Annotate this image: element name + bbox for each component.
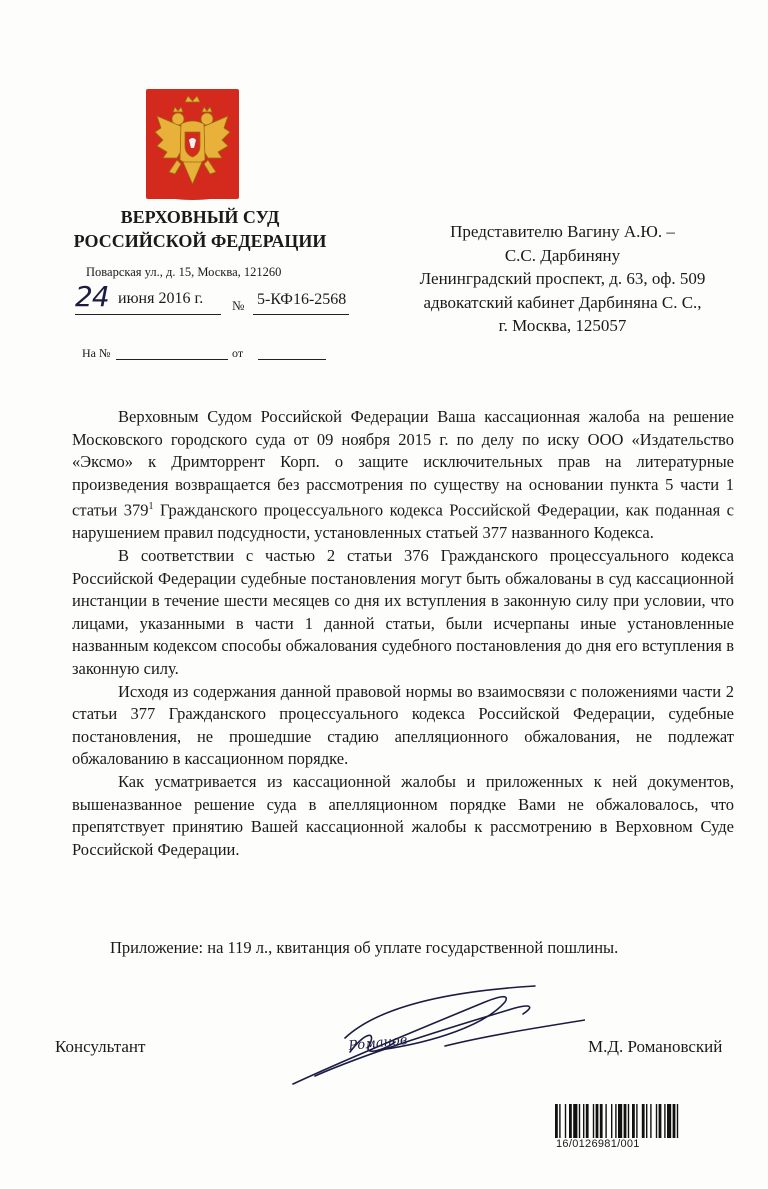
date-and-number [75, 280, 375, 316]
barcode-bar [555, 1104, 558, 1138]
barcode-bar [565, 1104, 566, 1138]
barcode-bar [593, 1104, 594, 1138]
barcode-bar [600, 1104, 603, 1138]
date-underline [75, 314, 221, 315]
paragraph-3: Исходя из содержания данной правовой нормы во взаимосвязи с положениями части 2 статьи 377 Гражданского процессуального кодекса Российской Федерации, судебные постановления, не прошедшие стадию апелляционного обжалования, не подлежат обжалованию в кассационном порядке. [72, 681, 734, 769]
article-superscript: 1 [148, 501, 154, 513]
barcode-bar [559, 1104, 560, 1138]
paragraph-1-text: Верховным Судом Российской Федерации Ваша кассационная жалоба на решение Московского городского суда от 09 ноября 2015 г. по делу по иску ООО «Издательство «Эксмо» к Дримторрент Корп. о защите исключительных прав на литературные произведения возвращается без рассмотрения по существу на основании пункта 5 части 1 статьи 379 [72, 407, 734, 520]
barcode-bar [642, 1104, 645, 1138]
barcode-bar [632, 1104, 635, 1138]
barcode-bar [611, 1104, 612, 1138]
date-month-year: июня 2016 г. [118, 290, 204, 307]
barcode-bar [569, 1104, 572, 1138]
barcode-bar [646, 1104, 647, 1138]
reference-line [82, 346, 342, 366]
date-day-handwritten: 24 [75, 280, 109, 313]
barcode-bar [677, 1104, 678, 1138]
ref-from-blank [258, 359, 326, 360]
barcode-bar [605, 1104, 606, 1138]
barcode-bar [659, 1104, 662, 1138]
court-name-line2: РОССИЙСКОЙ ФЕДЕРАЦИИ [73, 231, 327, 251]
ref-from-label: от [232, 346, 244, 360]
addressee-line: Ленинградский проспект, д. 63, оф. 509 [419, 269, 706, 288]
addressee-line: адвокатский кабинет Дарбиняна С. С., [423, 292, 702, 312]
signature-script: Романов [347, 1032, 409, 1054]
barcode-bar [667, 1104, 671, 1138]
number-underline [253, 314, 349, 315]
barcode-bar [624, 1104, 627, 1138]
barcode-bar [618, 1104, 622, 1138]
barcode-bar [586, 1104, 589, 1138]
paragraph-1-text-cont: Гражданского процессуального кодекса Российской Федерации, как поданная с нарушением правил подсудности, установленных статьей 377 названного Кодекса. [72, 500, 735, 543]
barcode-bar [650, 1104, 651, 1138]
barcode-bar [596, 1104, 599, 1138]
addressee-line: г. Москва, 125057 [498, 316, 627, 335]
barcode-bar [579, 1104, 580, 1138]
barcode-bar [656, 1104, 657, 1138]
paragraph-4: Как усматривается из кассационной жалобы и приложенных к ней документов, вышеназванное решение суда в апелляционном порядке Вами не обжаловалось, что препятствует принятию Вашей кассационной жалобы к рассмотрению в Верховном Суде Российской Федерации. [72, 772, 734, 859]
court-name [60, 205, 340, 253]
barcode-bar [636, 1104, 637, 1138]
barcode [555, 1104, 750, 1138]
signer-position: Консультант [55, 1037, 146, 1056]
barcode-bar [673, 1104, 676, 1138]
court-address: Поварская ул., д. 15, Москва, 121260 [86, 265, 282, 279]
ref-on-blank [116, 359, 228, 360]
barcode-bar [573, 1104, 577, 1138]
letter-body [72, 406, 734, 861]
barcode-number: 16/0126981/001 [556, 1138, 640, 1150]
handwritten-signature [285, 980, 585, 1090]
addressee-line: Представителю Вагину А.Ю. – [450, 222, 675, 241]
court-name-line1: ВЕРХОВНЫЙ СУД [120, 207, 280, 227]
outgoing-number: 5-КФ16-2568 [257, 291, 347, 308]
barcode-bar [628, 1104, 629, 1138]
barcode-bar [615, 1104, 616, 1138]
barcode-bar [664, 1104, 665, 1138]
addressee-block [395, 220, 730, 338]
ref-on-label: На № [82, 346, 111, 360]
attachment-note: Приложение: на 119 л., квитанция об уплате государственной пошлины. [110, 938, 619, 957]
barcode-bar [583, 1104, 584, 1138]
paragraph-1 [72, 406, 734, 545]
signer-name: М.Д. Романовский [588, 1037, 723, 1056]
number-label: № [232, 298, 245, 313]
addressee-line: С.С. Дарбиняну [504, 245, 621, 265]
russian-coat-of-arms-icon [145, 88, 240, 200]
paragraph-2: В соответствии с частью 2 статьи 376 Гражданского процессуального кодекса Российской Федерации судебные постановления могут быть обжалованы в суд кассационной инстанции в течение шести месяцев со дня их вступления в законную силу при условии, что лицами, указанными в части 1 данной статьи, были исчерпаны иные установленные названным кодексом способы обжалования судебного постановления до дня его вступления в законную силу. [72, 546, 734, 679]
